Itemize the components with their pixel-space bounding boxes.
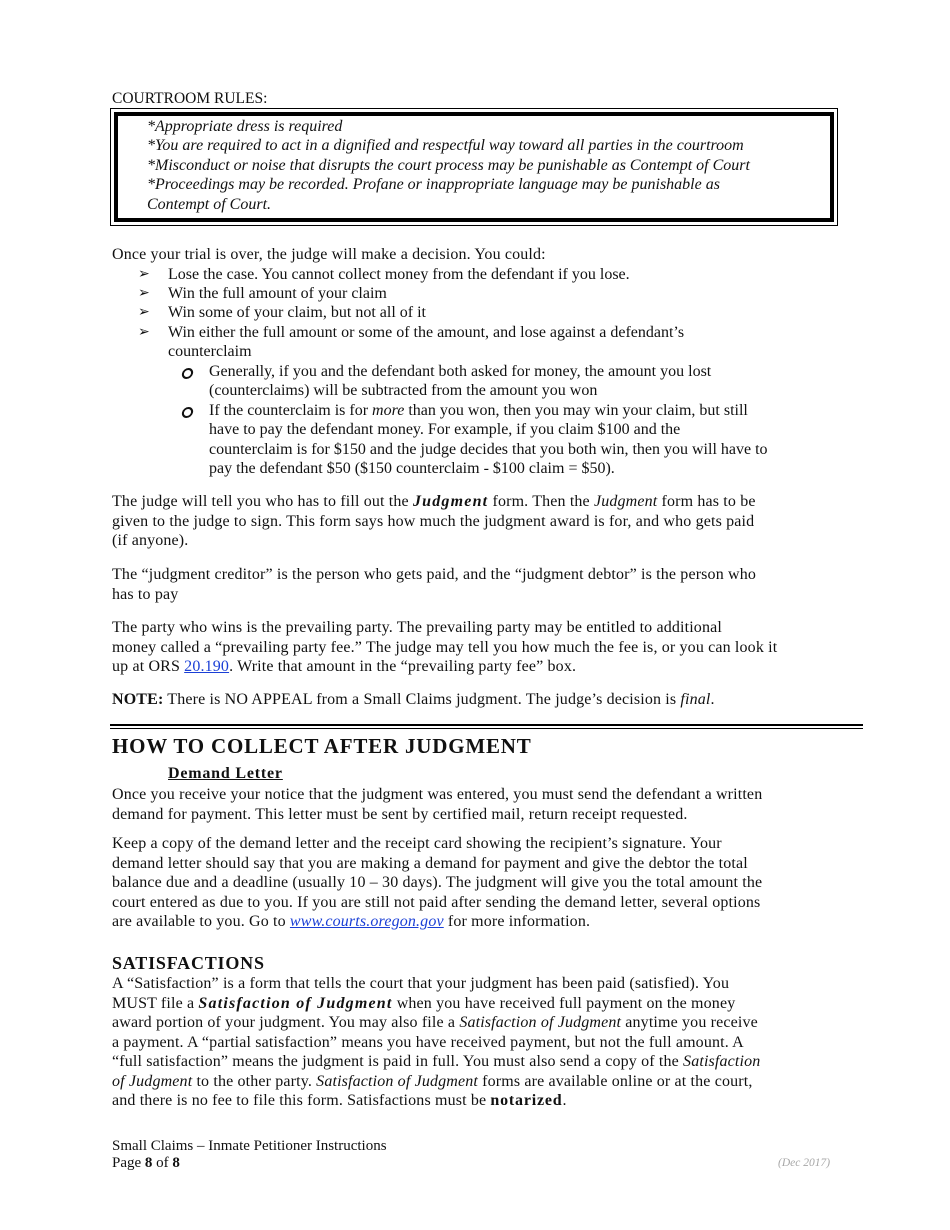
paragraph-line: demand letter should say that you are making a demand for payment and give the debtor the total xyxy=(112,854,748,872)
paragraph-line: given to the judge to sign. This form says how much the judgment award is for, and who gets paid xyxy=(112,512,755,530)
ors-statute-link[interactable]: 20.190 xyxy=(184,658,230,675)
courtroom-rules-heading: COURTROOM RULES: xyxy=(112,90,268,107)
paragraph-line xyxy=(112,1052,864,1072)
paragraph-line: balance due and a deadline (usually 10 – 30 days). The judgment will give you the total amount the xyxy=(112,874,763,891)
more-emphasis: more xyxy=(372,402,405,419)
sub-bullet-text: (counterclaims) will be subtracted from the amount you won xyxy=(209,382,598,399)
text-part: and there is no fee to file this form. Satisfactions must be xyxy=(112,1092,491,1109)
page-of: of xyxy=(152,1155,173,1171)
satisfaction-form-name: Satisfaction of Judgment xyxy=(198,994,393,1012)
arrow-bullet-icon: ➢ xyxy=(138,267,150,282)
sub-bullet-text xyxy=(209,401,748,421)
outcomes-intro: Once your trial is over, the judge will make a decision. You could: xyxy=(112,246,546,263)
paragraph-line: A “Satisfaction” is a form that tells the court that your judgment has been paid (satisfied). You xyxy=(112,975,730,992)
paragraph-line xyxy=(112,912,864,932)
circle-bullet-icon xyxy=(181,368,194,379)
text-part: . xyxy=(710,691,715,708)
paragraph-line xyxy=(112,994,864,1014)
paragraph-line xyxy=(112,1072,864,1092)
judgment-form-name: Judgment xyxy=(593,493,658,510)
demand-paragraph-1 xyxy=(112,785,864,824)
text-part: “full satisfaction” means the judgment is paid in full. You must also send a copy of the xyxy=(112,1053,684,1070)
courts-website-link[interactable]: www.courts.oregon.gov xyxy=(289,913,444,930)
outcome-bullet-text: Win either the full amount or some of the amount, and lose against a defendant’s xyxy=(168,324,685,341)
text-part: There is NO APPEAL from a Small Claims judgment. The judge’s decision is xyxy=(163,691,681,708)
judgment-form-name: Judgment xyxy=(412,493,489,510)
note-paragraph xyxy=(112,690,864,710)
courtroom-rules-list xyxy=(147,117,807,214)
demand-letter-heading: Demand Letter xyxy=(168,765,283,782)
outcome-bullet-text: Win some of your claim, but not all of it xyxy=(168,304,426,321)
satisfaction-form-name: Satisfaction xyxy=(683,1053,761,1070)
paragraph-line xyxy=(112,657,864,677)
notarized-emphasis: notarized xyxy=(490,1092,563,1109)
sub-bullet-text-part: than you won, then you may win your claim, but still xyxy=(404,402,748,419)
text-part: are available to you. Go to xyxy=(112,913,290,930)
paragraph-line xyxy=(112,492,864,512)
footer-revision-date: (Dec 2017) xyxy=(778,1157,831,1169)
courtroom-rules-box xyxy=(110,108,838,226)
text-part: up at ORS xyxy=(112,658,185,675)
text-part: to the other party. xyxy=(192,1072,317,1090)
text-part: . Write that amount in the “prevailing party fee” box. xyxy=(229,658,577,675)
text-part: form has to be xyxy=(657,493,756,510)
text-part: award portion of your judgment. You may also file a xyxy=(112,1014,460,1031)
paragraph-line: The “judgment creditor” is the person who gets paid, and the “judgment debtor” is the person who xyxy=(112,566,757,583)
paragraph-line xyxy=(112,1091,864,1111)
sub-bullet-text: counterclaim is for $150 and the judge decides that you both win, then you will have to xyxy=(209,441,768,458)
paragraph-line: Once you receive your notice that the judgment was entered, you must send the defendant a written xyxy=(112,786,763,803)
text-part: . xyxy=(562,1092,567,1109)
paragraph-line: Keep a copy of the demand letter and the receipt card showing the recipient’s signature. Your xyxy=(112,835,722,852)
footer-page-number xyxy=(112,1155,180,1172)
judgment-paragraph xyxy=(112,492,864,551)
sub-bullet-text: pay the defendant $50 ($150 counterclaim - $100 claim = $50). xyxy=(209,460,615,477)
footer-document-title: Small Claims – Inmate Petitioner Instructions xyxy=(112,1138,387,1154)
satisfaction-form-name: of Judgment xyxy=(112,1072,193,1090)
paragraph-line: has to pay xyxy=(112,585,179,603)
satisfaction-form-name: Satisfaction of Judgment xyxy=(459,1014,622,1031)
text-part: for more information. xyxy=(443,913,591,930)
rule-item: Contempt of Court. xyxy=(147,195,272,213)
outcome-bullet-text: Lose the case. You cannot collect money from the defendant if you lose. xyxy=(168,266,630,283)
rule-item: *Misconduct or noise that disrupts the court process may be punishable as Contempt of Court xyxy=(147,156,750,174)
sub-bullet-text: Generally, if you and the defendant both asked for money, the amount you lost xyxy=(209,363,712,380)
demand-paragraph-2 xyxy=(112,834,864,932)
note-label: NOTE: xyxy=(112,691,164,708)
final-emphasis: final xyxy=(680,691,711,708)
rule-item: *You are required to act in a dignified and respectful way toward all parties in the courtroom xyxy=(147,137,744,155)
rule-item: *Appropriate dress is required xyxy=(147,118,343,135)
sub-bullet-text-part: If the counterclaim is for xyxy=(209,402,373,419)
text-part: when you have received full payment on the money xyxy=(392,994,736,1012)
text-part: MUST file a xyxy=(112,994,199,1012)
paragraph-line: a payment. A “partial satisfaction” means you have received payment, but not the full amount. A xyxy=(112,1033,744,1051)
paragraph-line: (if anyone). xyxy=(112,532,189,549)
outcome-bullet-text: counterclaim xyxy=(168,343,252,360)
text-part: anytime you receive xyxy=(621,1014,758,1031)
section-divider xyxy=(110,724,863,729)
sub-bullet-text: have to pay the defendant money. For example, if you claim $100 and the xyxy=(209,421,681,438)
arrow-bullet-icon: ➢ xyxy=(138,325,150,340)
text-part: The judge will tell you who has to fill out the xyxy=(112,493,413,510)
creditor-paragraph xyxy=(112,565,864,604)
page-current: 8 xyxy=(144,1155,153,1171)
satisfactions-heading: SATISFACTIONS xyxy=(112,953,265,973)
text-part: forms are available online or at the court, xyxy=(477,1072,753,1090)
paragraph-line: The party who wins is the prevailing party. The prevailing party may be entitled to additional xyxy=(112,619,722,636)
paragraph-line xyxy=(112,690,864,710)
prevailing-party-paragraph xyxy=(112,618,864,677)
rule-item: *Proceedings may be recorded. Profane or inappropriate language may be punishable as xyxy=(147,176,720,194)
page-total: 8 xyxy=(172,1155,180,1171)
satisfactions-paragraph xyxy=(112,974,864,1111)
paragraph-line: demand for payment. This letter must be sent by certified mail, return receipt requested. xyxy=(112,805,688,823)
paragraph-line: court entered as due to you. If you are still not paid after sending the demand letter, several options xyxy=(112,893,761,911)
outcome-bullet-text: Win the full amount of your claim xyxy=(168,285,387,302)
paragraph-line: money called a “prevailing party fee.” The judge may tell you how much the fee is, or you can look it xyxy=(112,638,778,656)
circle-bullet-icon xyxy=(181,407,194,418)
satisfaction-form-name: Satisfaction of Judgment xyxy=(316,1072,478,1090)
text-part: form. Then the xyxy=(488,493,594,510)
collect-section-heading: HOW TO COLLECT AFTER JUDGMENT xyxy=(112,734,532,758)
arrow-bullet-icon: ➢ xyxy=(138,286,150,301)
paragraph-line xyxy=(112,1013,864,1033)
arrow-bullet-icon: ➢ xyxy=(138,305,150,320)
page-label: Page xyxy=(112,1155,145,1171)
